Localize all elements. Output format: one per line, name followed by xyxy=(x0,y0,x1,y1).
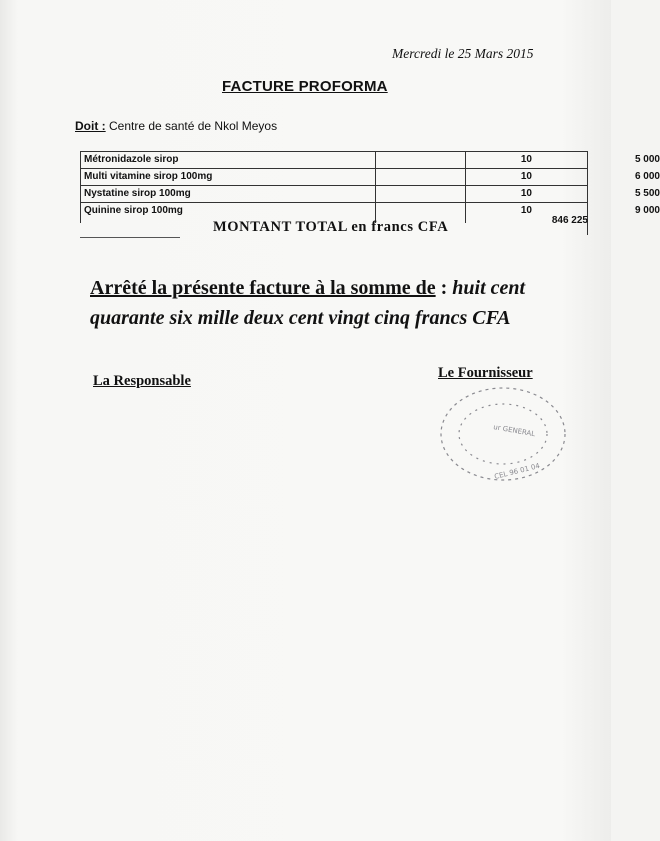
table-bottom-stub xyxy=(80,237,180,238)
table-row xyxy=(80,186,660,203)
item-name: Nystatine sirop 100mg xyxy=(84,188,191,199)
statement-prefix: Arrêté la présente facture à la somme de xyxy=(90,277,436,299)
statement-colon: : xyxy=(435,277,453,299)
item-qty: 10 xyxy=(520,188,532,199)
item-name: Multi vitamine sirop 100mg xyxy=(84,171,213,182)
item-amount: 5 500 xyxy=(634,188,660,199)
invoice-date: Mercredi le 25 Mars 2015 xyxy=(392,46,534,61)
item-name: Quinine sirop 100mg xyxy=(84,205,183,216)
table-row xyxy=(80,203,660,219)
signature-responsable: La Responsable xyxy=(93,373,191,389)
item-qty: 10 xyxy=(520,171,532,182)
svg-text:CEL 96 01 04: CEL 96 01 04 xyxy=(493,461,541,481)
total-label: MONTANT TOTAL en francs CFA xyxy=(213,219,449,235)
item-amount: 9 000 xyxy=(634,205,660,216)
item-amount: 5 000 xyxy=(634,154,660,165)
item-qty: 10 xyxy=(520,154,532,165)
document-title: FACTURE PROFORMA xyxy=(222,78,388,95)
item-name: Métronidazole sirop xyxy=(84,154,179,165)
client-label: Doit : xyxy=(75,119,106,133)
amount-statement xyxy=(90,273,570,333)
total-value: 846 225 xyxy=(551,215,588,226)
signature-fournisseur: Le Fournisseur xyxy=(438,365,533,381)
client-name: Centre de santé de Nkol Meyos xyxy=(109,119,278,133)
item-qty: 10 xyxy=(520,205,532,216)
amount-in-words: huit cent quarante six mille deux cent vingt cinq francs CFA xyxy=(90,277,526,329)
table-row xyxy=(80,152,660,169)
company-stamp-icon xyxy=(433,377,573,492)
table-row xyxy=(80,169,660,186)
svg-text:ur GENERAL: ur GENERAL xyxy=(492,423,536,439)
item-amount: 6 000 xyxy=(634,171,660,182)
client-line xyxy=(75,119,277,133)
